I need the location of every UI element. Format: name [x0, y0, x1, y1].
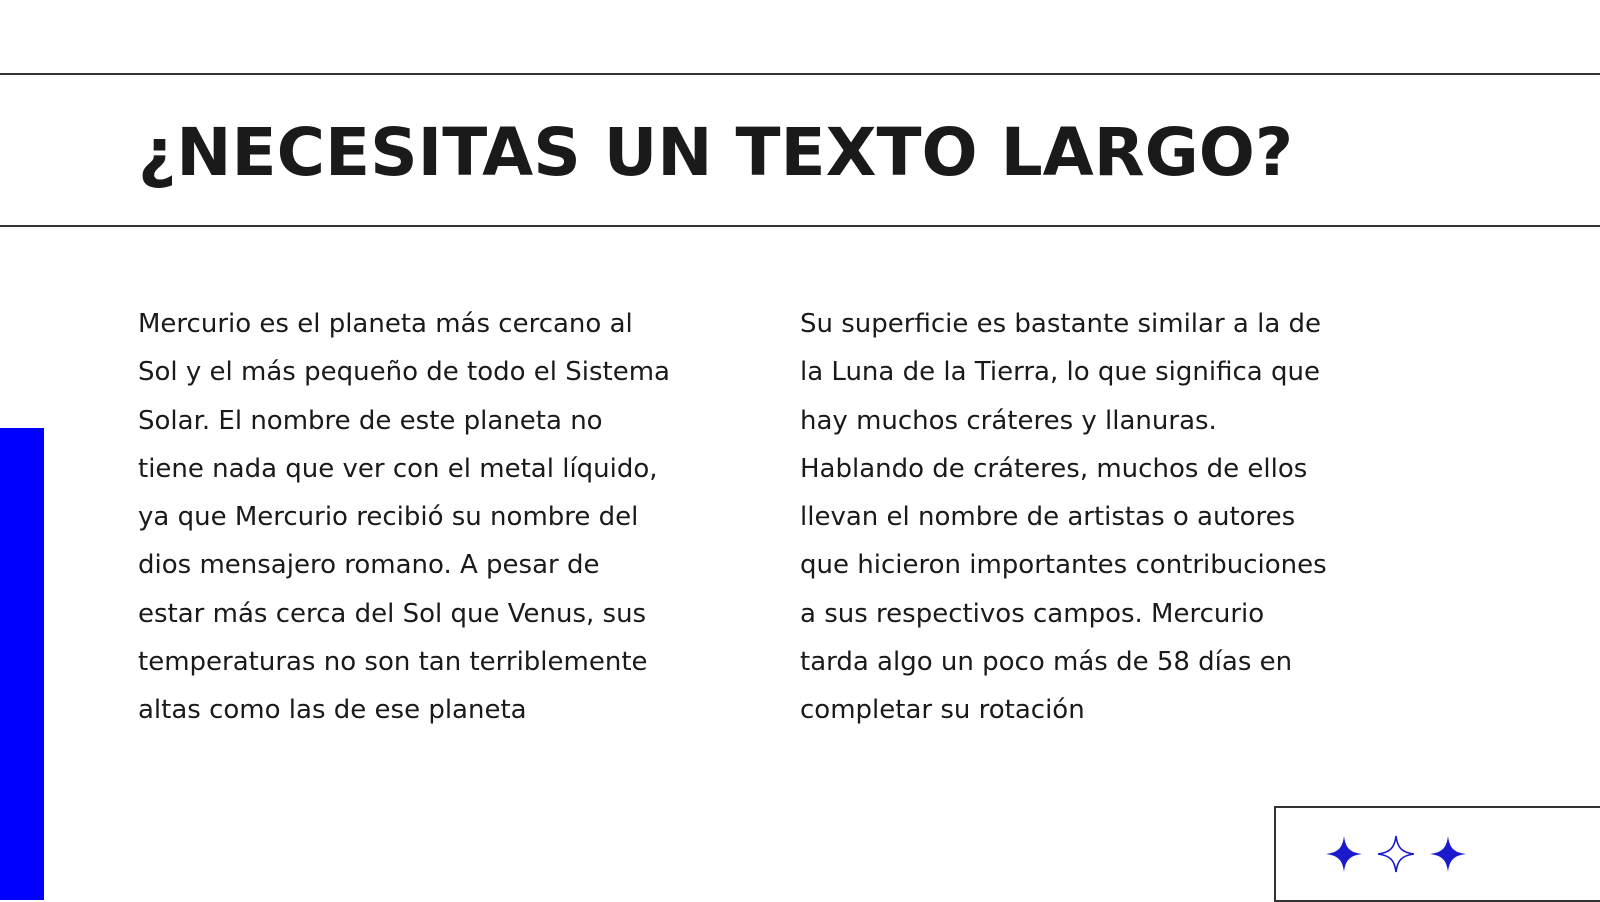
- stars-decoration-box: [1274, 806, 1600, 902]
- four-point-star-filled-icon: [1428, 834, 1468, 874]
- text-line: Solar. El nombre de este planeta no: [138, 405, 603, 436]
- text-line: ya que Mercurio recibió su nombre del: [138, 502, 639, 533]
- text-line: dios mensajero romano. A pesar de: [138, 550, 600, 581]
- text-line: que hicieron importantes contribuciones: [800, 550, 1327, 581]
- text-line: completar su rotación: [800, 695, 1085, 726]
- page-title: ¿NECESITAS UN TEXTO LARGO?: [138, 114, 1294, 191]
- text-line: tiene nada que ver con el metal líquido,: [138, 453, 658, 484]
- accent-bar: [0, 428, 44, 900]
- right-text-column: [800, 300, 1415, 735]
- four-point-star-filled-icon: [1324, 834, 1364, 874]
- text-line: Su superficie es bastante similar a la de: [800, 309, 1322, 339]
- text-line: Hablando de cráteres, muchos de ellos: [800, 453, 1308, 484]
- text-line: estar más cerca del Sol que Venus, sus: [138, 598, 647, 629]
- four-point-star-outline-icon: [1376, 834, 1416, 874]
- text-line: Sol y el más pequeño de todo el Sistema: [138, 357, 670, 388]
- text-line: Mercurio es el planeta más cercano al: [138, 309, 633, 339]
- text-line: altas como las de ese planeta: [138, 695, 527, 726]
- text-line: temperaturas no son tan terriblemente: [138, 647, 648, 678]
- text-line: hay muchos cráteres y llanuras.: [800, 405, 1217, 436]
- title-divider: [0, 225, 1600, 227]
- text-line: tarda algo un poco más de 58 días en: [800, 647, 1293, 678]
- text-line: la Luna de la Tierra, lo que significa que: [800, 357, 1320, 388]
- left-text-column: [138, 300, 753, 735]
- text-line: a sus respectivos campos. Mercurio: [800, 598, 1265, 629]
- top-divider: [0, 73, 1600, 75]
- text-line: llevan el nombre de artistas o autores: [800, 502, 1296, 533]
